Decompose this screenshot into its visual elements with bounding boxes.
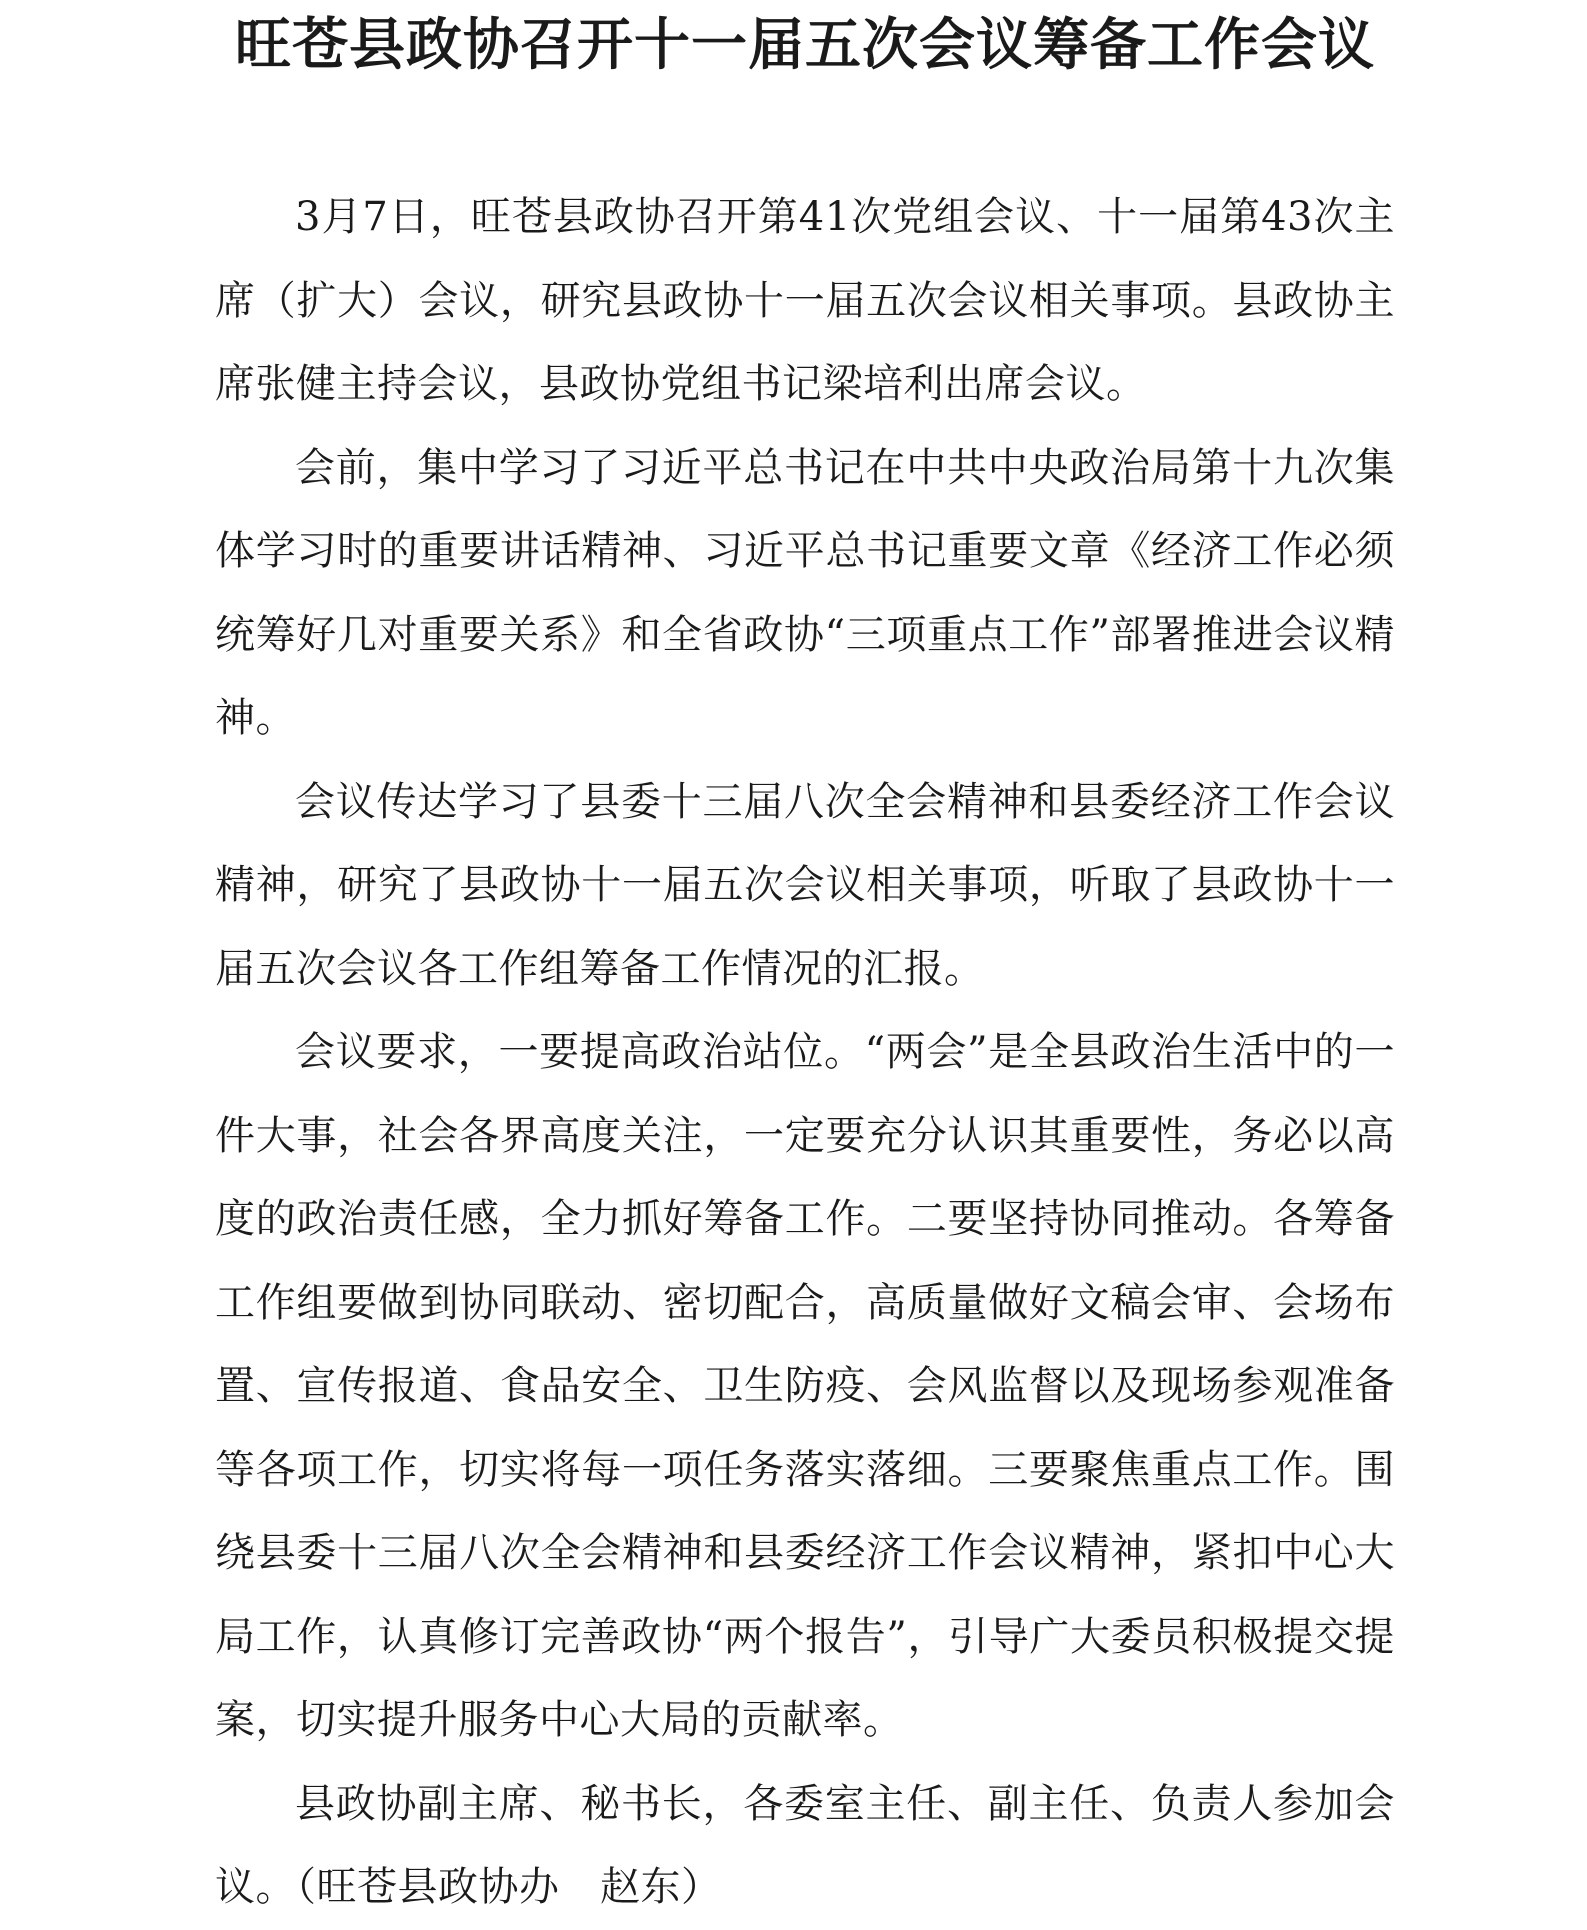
- document-title: 旺苍县政协召开十一届五次会议筹备工作会议: [235, 12, 1375, 78]
- paragraph-meeting-content: 会议传达学习了县委十三届八次全会精神和县委经济工作会议精神，研究了县政协十一届五次会议相关事项，听取了县政协十一届五次会议各工作组筹备工作情况的汇报。: [215, 778, 1395, 992]
- paragraph-pre-meeting-study: 会前，集中学习了习近平总书记在中共中央政治局第十九次集体学习时的重要讲话精神、习近平总书记重要文章《经济工作必须统筹好几对重要关系》和全省政协“三项重点工作”部署推进会议精神。: [215, 444, 1395, 741]
- paragraph-meeting-intro: 3月7日，旺苍县政协召开第41次党组会议、十一届第43次主席（扩大）会议，研究县政协十一届五次会议相关事项。县政协主席张健主持会议，县政协党组书记梁培利出席会议。: [215, 194, 1395, 407]
- document-page: [215, 0, 1395, 1930]
- paragraph-attendees-source: 县政协副主席、秘书长，各委室主任、副主任、负责人参加会议。（旺苍县政协办 赵东）: [215, 1780, 1395, 1910]
- document-body: [215, 176, 1395, 1930]
- paragraph-meeting-requirements: 会议要求，一要提高政治站位。“两会”是全县政治生活中的一件大事，社会各界高度关注，一定要充分认识其重要性，务必以高度的政治责任感，全力抓好筹备工作。二要坚持协同推动。各筹备工作组要做到协同联动、密切配合，高质量做好文稿会审、会场布置、宣传报道、食品安全、卫生防疫、会风监督以及现场参观准备等各项工作，切实将每一项任务落实落细。三要聚焦重点工作。围绕县委十三届八次全会精神和县委经济工作会议精神，紧扣中心大局工作，认真修订完善政协“两个报告”，引导广大委员积极提交提案，切实提升服务中心大局的贡献率。: [215, 1029, 1395, 1743]
